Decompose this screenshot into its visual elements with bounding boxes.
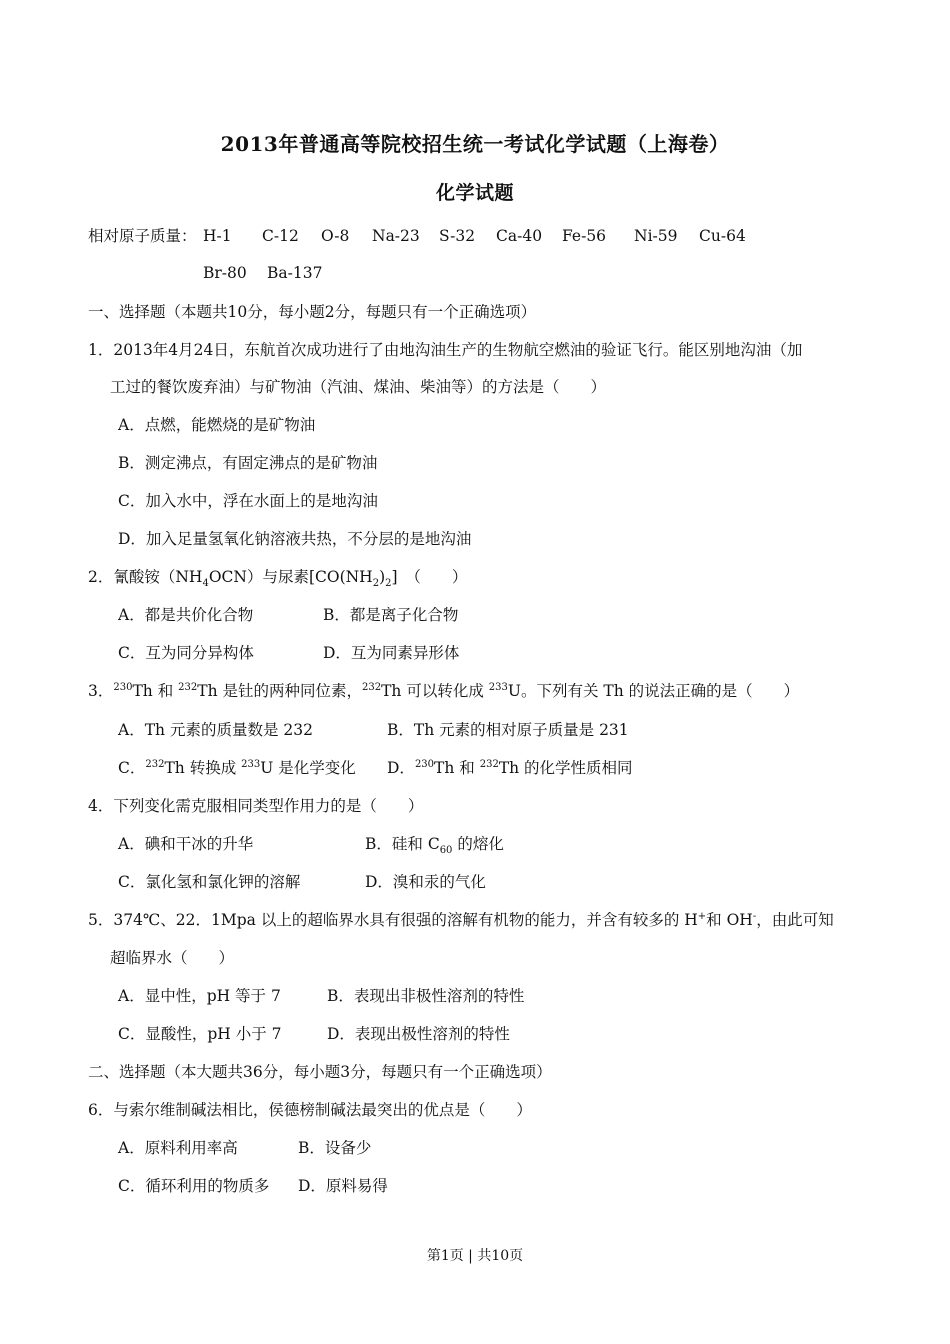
q5-option-d: D．表现出极性溶剂的特性 bbox=[327, 1025, 510, 1043]
q3-option-c: C．$^{232}$Th 转换成 $^{233}$U 是化学变化 bbox=[118, 758, 356, 777]
atomic-mass-label: 相对原子质量： bbox=[88, 227, 197, 245]
q1-stem-line1: 1．2013年4月24日，东航首次成功进行了由地沟油生产的生物航空燃油的验证飞行。能区别地沟油（加 bbox=[88, 341, 803, 359]
atomic-mass-fe: Fe-56 bbox=[562, 227, 607, 245]
q4-stem: 4．下列变化需克服相同类型作用力的是（ ） bbox=[88, 797, 424, 815]
q3-option-b: B．Th 元素的相对原子质量是 231 bbox=[387, 721, 629, 739]
q5-option-b: B．表现出非极性溶剂的特性 bbox=[327, 987, 525, 1005]
page-number: 第1页 | 共10页 bbox=[426, 1248, 524, 1264]
atomic-mass-cu: Cu-64 bbox=[699, 227, 746, 245]
q1-option-c: C．加入水中，浮在水面上的是地沟油 bbox=[118, 492, 378, 510]
q4-option-b: B．硅和 $C_{60}$ 的熔化 bbox=[365, 835, 504, 857]
q1-stem-line2: 工过的餐饮废弃油）与矿物油（汽油、煤油、柴油等）的方法是（ ） bbox=[110, 378, 607, 396]
q2-option-c: C．互为同分异构体 bbox=[118, 644, 254, 662]
atomic-mass-c: C-12 bbox=[262, 227, 299, 245]
q6-option-a: A．原料利用率高 bbox=[118, 1139, 238, 1157]
atomic-mass-ni: Ni-59 bbox=[634, 227, 678, 245]
section2-heading: 二、选择题（本大题共36分，每小题3分，每题只有一个正确选项） bbox=[88, 1063, 552, 1081]
q4-option-d: D．溴和汞的气化 bbox=[365, 873, 486, 891]
q3-option-a: A．Th 元素的质量数是 232 bbox=[118, 721, 313, 739]
q5-stem-line2: 超临界水（ ） bbox=[110, 949, 235, 967]
atomic-mass-na: Na-23 bbox=[372, 227, 420, 245]
q6-option-b: B．设备少 bbox=[298, 1139, 372, 1157]
q5-stem-line1: 5．374℃、22．1Mpa 以上的超临界水具有很强的溶解有机物的能力，并含有较多的 H+和 OH-，由此可知 bbox=[88, 910, 834, 929]
q2-option-d: D．互为同素异形体 bbox=[323, 644, 460, 662]
q4-option-a: A．碘和干冰的升华 bbox=[118, 835, 254, 853]
q6-option-c: C．循环利用的物质多 bbox=[118, 1177, 270, 1195]
atomic-mass-ca: Ca-40 bbox=[496, 227, 543, 245]
q2-option-b: B．都是离子化合物 bbox=[323, 606, 459, 624]
atomic-mass-ba: Ba-137 bbox=[267, 264, 323, 282]
q6-stem: 6．与索尔维制碱法相比，侯德榜制碱法最突出的优点是（ ） bbox=[88, 1101, 532, 1119]
q5-option-a: A．显中性，pH 等于 7 bbox=[118, 987, 281, 1005]
q1-option-d: D．加入足量氢氧化钠溶液共热，不分层的是地沟油 bbox=[118, 530, 472, 548]
q5-option-c: C．显酸性，pH 小于 7 bbox=[118, 1025, 282, 1043]
q2-stem: 2．氰酸铵$(NH_4OCN)$与尿素$[CO(NH_2)_2]$ （ ） bbox=[88, 568, 468, 590]
q6-option-d: D．原料易得 bbox=[298, 1177, 388, 1195]
q1-option-b: B．测定沸点，有固定沸点的是矿物油 bbox=[118, 454, 378, 472]
q3-stem: 3．$^{230}$Th 和 $^{232}$Th 是钍的两种同位素，$^{232}$Th 可以转化成 $^{233}$U。下列有关 Th 的说法正确的是（ ） bbox=[88, 681, 800, 700]
atomic-mass-h: H-1 bbox=[203, 227, 232, 245]
atomic-mass-s: S-32 bbox=[439, 227, 476, 245]
main-title: 2013年普通高等院校招生统一考试化学试题（上海卷） bbox=[220, 132, 730, 156]
q2-option-a: A．都是共价化合物 bbox=[118, 606, 254, 624]
q1-option-a: A．点燃，能燃烧的是矿物油 bbox=[118, 416, 316, 434]
sub-title: 化学试题 bbox=[435, 182, 514, 204]
atomic-mass-o: O-8 bbox=[321, 227, 350, 245]
q3-option-d: D．$^{230}$Th 和 $^{232}$Th 的化学性质相同 bbox=[387, 758, 633, 777]
q4-option-c: C．氯化氢和氯化钾的溶解 bbox=[118, 873, 301, 891]
atomic-mass-br: Br-80 bbox=[203, 264, 247, 282]
section1-heading: 一、选择题（本题共10分，每小题2分，每题只有一个正确选项） bbox=[88, 303, 537, 321]
